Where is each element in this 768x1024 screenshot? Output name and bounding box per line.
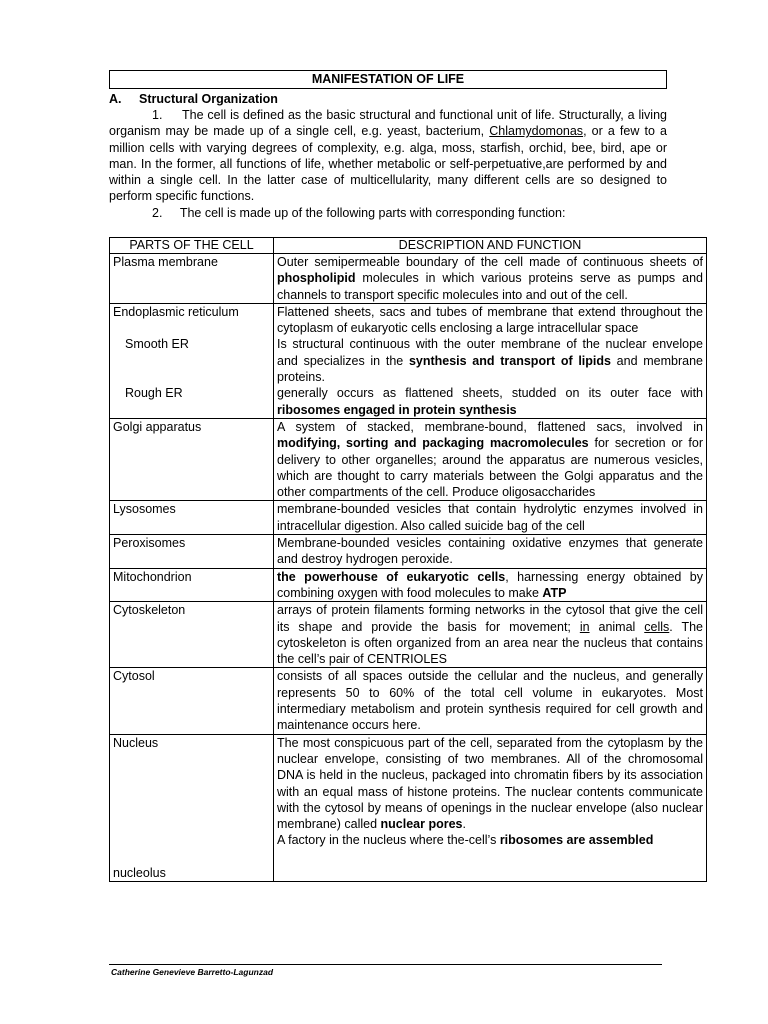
desc-lysosomes: membrane-bounded vesicles that contain hydrolytic enzymes involved in intracellular digestion. Also called suicide bag of the cell (274, 501, 707, 535)
section-letter: A. (109, 92, 122, 106)
desc-bold: phospholipid (277, 271, 356, 286)
desc-underline: in (579, 619, 590, 634)
desc-text: . The cytoskeleton is often organized from an area near the nucleus that contains the cell’s pair of CENTRIOLES (277, 619, 703, 667)
paragraph-2-text: The cell is made up of the following parts with corresponding function: (179, 205, 566, 220)
table-row (110, 668, 707, 734)
paragraph-2-number: 2. (152, 205, 163, 220)
rough-er-label: Rough ER (125, 386, 183, 401)
desc-text: for secretion or for delivery to other organelles; around the apparatus are numerous vesicles, which are thought to carry materials between the Golgi apparatus and the other compartments of the cell. Produce oligosaccharides (277, 436, 703, 500)
part-endoplasmic-reticulum (110, 303, 274, 418)
nucleolus-label: nucleolus (113, 865, 166, 880)
desc-plasma-membrane (274, 254, 707, 304)
table-row (110, 734, 707, 882)
desc-bold: the powerhouse of eukaryotic cells (277, 569, 506, 584)
desc-bold: ribosomes engaged in protein synthesis (277, 402, 517, 417)
part-lysosomes: Lysosomes (110, 501, 274, 535)
table-row (110, 254, 707, 304)
section-heading (109, 92, 667, 107)
desc-text: animal (589, 619, 645, 634)
desc-nucleolus (277, 832, 703, 848)
header-parts: PARTS OF THE CELL (110, 238, 274, 254)
paragraph-1 (109, 107, 667, 205)
part-cytosol: Cytosol (110, 668, 274, 734)
part-plasma-membrane: Plasma membrane (110, 254, 274, 304)
paragraph-1-text-a: The cell is defined as the basic structural and functional unit of life. Structurally, a living organism may be made up of a single cell, e.g. yeast, bacterium, (109, 108, 667, 139)
desc-bold: ATP (542, 585, 567, 600)
desc-text: and membrane proteins. (277, 353, 703, 385)
part-golgi: Golgi apparatus (110, 418, 274, 500)
desc-smooth-er (277, 336, 703, 385)
paragraph-2 (109, 205, 667, 221)
header-description: DESCRIPTION AND FUNCTION (274, 238, 707, 254)
paragraph-1-number: 1. (152, 108, 163, 122)
desc-text: A system of stacked, membrane-bound, flattened sacs, involved in (277, 419, 703, 434)
footer-divider (109, 964, 662, 965)
desc-bold: modifying, sorting and packaging macromolecules (277, 436, 589, 451)
desc-bold: ribosomes are assembled (499, 833, 654, 848)
desc-text: The most conspicuous part of the cell, separated from the cytoplasm by the nuclear envelope, consisting of two membranes. All of the chromosomal DNA is held in the nucleus, packaged into chromatin fibers by its association with an equal mass of histone proteins. The nuclear contents communicate with the cytosol by means of openings in the nuclear envelope (also nuclear membrane) called (277, 735, 703, 832)
desc-bold: nuclear pores (380, 817, 463, 832)
desc-peroxisomes: Membrane-bounded vesicles containing oxidative enzymes that generate and destroy hydrogen peroxide. (274, 535, 707, 569)
paragraph-1-text-b: , or a few to a million cells with varying degrees of complexity, e.g. alga, moss, starfish, orchid, bee, bird, ape or man. In the former, all functions of life, whether metabolic or self-perpetuative,are performed by and within a single cell. In the latter case of multicellularity, many different cells are so designed to perform specific functions. (109, 124, 667, 204)
part-peroxisomes: Peroxisomes (110, 535, 274, 569)
desc-text: Flattened sheets, sacs and tubes of membrane that extend throughout the cytoplasm of eukaryotic cells enclosing a large intracellular space (277, 304, 703, 336)
table-row (110, 568, 707, 602)
desc-text: Outer semipermeable boundary of the cell made of continuous sheets of (277, 255, 703, 269)
desc-text: . (462, 817, 466, 832)
paragraph-1-organism: Chlamydomonas (489, 124, 584, 139)
desc-mitochondrion (274, 568, 707, 602)
desc-rough-er (277, 385, 703, 418)
desc-text: , harnessing energy obtained by combining oxygen with food molecules to make (277, 569, 703, 600)
desc-nucleus-main (277, 735, 703, 833)
desc-nucleus (274, 734, 707, 882)
desc-text: generally occurs as flattened sheets, studded on its outer face with (277, 386, 703, 401)
section-title: Structural Organization (139, 92, 278, 106)
part-cytoskeleton: Cytoskeleton (110, 602, 274, 668)
desc-text: A factory in the nucleus where the-cell’s (277, 833, 500, 848)
table-row (110, 602, 707, 668)
desc-bold: synthesis and transport of lipids (408, 353, 611, 368)
er-label: Endoplasmic reticulum (113, 304, 239, 319)
part-nucleus (110, 734, 274, 882)
table-row (110, 501, 707, 535)
table-header-row (110, 238, 707, 254)
desc-cytoskeleton (274, 602, 707, 668)
table-row (110, 418, 707, 500)
nucleus-label: Nucleus (113, 735, 159, 750)
desc-underline: cells (644, 619, 670, 634)
table-row (110, 303, 707, 418)
desc-text: molecules in which various proteins serve as pumps and channels to transport specific molecules into and out of the cell. (277, 271, 703, 302)
smooth-er-label: Smooth ER (125, 337, 189, 352)
part-mitochondrion: Mitochondrion (110, 568, 274, 602)
desc-cytosol: consists of all spaces outside the cellular and the nucleus, and generally represents 50 to 60% of the total cell volume in eukaryotes. Most intermediary metabolism and protein synthesis required for cell growth and maintenance occurs here. (274, 668, 707, 734)
footer-author: Catherine Genevieve Barretto-Lagunzad (111, 967, 274, 977)
desc-text: arrays of protein filaments forming networks in the cytosol that give the cell its shape and provide the basis for movement; (277, 603, 703, 634)
desc-text: Is structural continuous with the outer membrane of the nuclear envelope and specializes in the (277, 337, 703, 368)
page-title: MANIFESTATION OF LIFE (109, 70, 667, 89)
desc-golgi (274, 418, 707, 500)
cell-parts-table (109, 237, 707, 882)
document-page (109, 70, 667, 221)
desc-endoplasmic-reticulum (274, 303, 707, 418)
table-row (110, 535, 707, 569)
